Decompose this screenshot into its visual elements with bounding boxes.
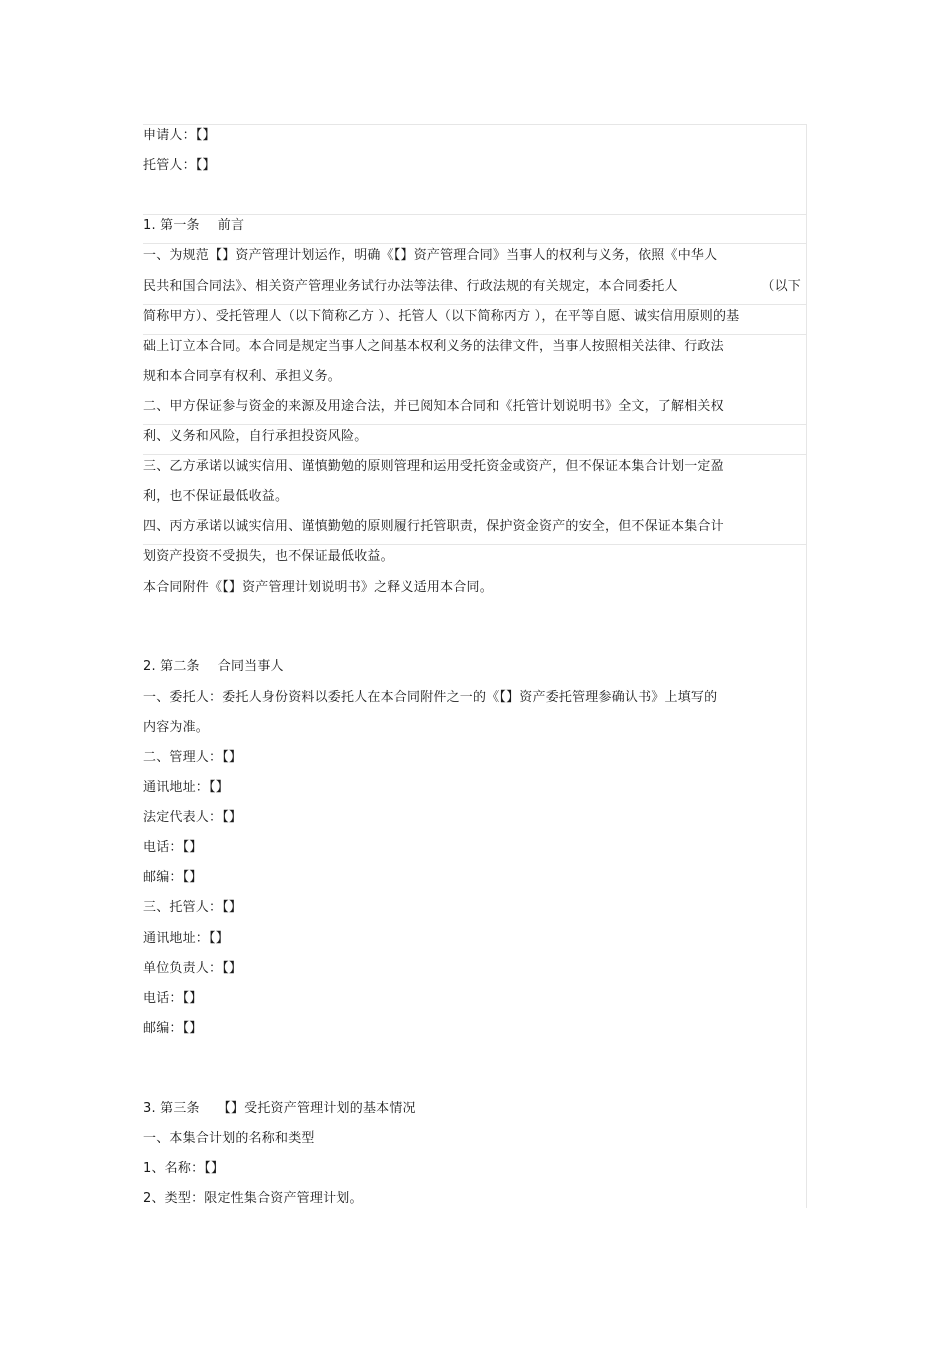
section3-line: 一、本集合计划的名称和类型 — [143, 1131, 315, 1146]
section2-line: 法定代表人：【】 — [143, 810, 243, 825]
section3-number: 3. 第三条 — [143, 1101, 200, 1116]
section1-line-with-suffix — [143, 276, 803, 298]
rule — [143, 544, 807, 545]
section1-line: 础上订立本合同。本合同是规定当事人之间基本权利义务的法律文件，当事人按照相关法律、行政法 — [143, 339, 724, 354]
section1-heading — [143, 215, 803, 237]
section3-title: 【】受托资产管理计划的基本情况 — [217, 1101, 416, 1116]
section2-line: 邮编：【】 — [143, 870, 203, 885]
section2-line: 一、委托人：委托人身份资料以委托人在本合同附件之一的《【】资产委托管理参确认书》上填写的 — [143, 690, 718, 705]
section1-title: 前言 — [217, 218, 245, 233]
section1-line: 四、丙方承诺以诚实信用、谨慎勤勉的原则履行托管职责，保护资金资产的安全，但不保证本集合计 — [143, 519, 724, 534]
section1-line: 规和本合同享有权利、承担义务。 — [143, 369, 342, 384]
section1-line: 利，也不保证最低收益。 — [143, 489, 289, 504]
rule — [143, 334, 807, 335]
section1-number: 1. 第一条 — [143, 218, 200, 233]
section2-number: 2. 第二条 — [143, 659, 200, 674]
section1-line: 民共和国合同法》、相关资产管理业务试行办法等法律、行政法规的有关规定，本合同委托人 — [143, 279, 678, 294]
section2-line: 通讯地址：【】 — [143, 780, 229, 795]
section2-line: 电话：【】 — [143, 840, 203, 855]
section2-line: 通讯地址：【】 — [143, 931, 229, 946]
rule — [143, 424, 807, 425]
rule — [806, 124, 807, 1208]
section3-heading — [143, 1098, 803, 1120]
applicant-line: 申请人：【】 — [143, 128, 216, 143]
section1-line: 简称甲方）、受托管理人（以下简称乙方 ）、托管人（以下简称丙方 ），在平等自愿、诚实信用原则的基 — [143, 309, 740, 324]
rule — [143, 454, 807, 455]
section1-line: 本合同附件《【】资产管理计划说明书》之释义适用本合同。 — [143, 580, 493, 595]
section2-line: 内容为准。 — [143, 720, 210, 735]
section2-line: 电话：【】 — [143, 991, 203, 1006]
section1-line: 二、甲方保证参与资金的来源及用途合法，并已阅知本合同和《托管计划说明书》全文，了解相关权 — [143, 399, 724, 414]
section1-line: 划资产投资不受损失，也不保证最低收益。 — [143, 549, 394, 564]
custodian-line: 托管人：【】 — [143, 158, 216, 173]
section2-line: 邮编：【】 — [143, 1021, 203, 1036]
section1-line: 利、义务和风险，自行承担投资风险。 — [143, 429, 368, 444]
rule — [143, 243, 807, 244]
section1-line-suffix: （以下 — [761, 279, 801, 294]
section2-heading — [143, 656, 803, 678]
section2-line: 二、管理人：【】 — [143, 750, 243, 765]
section1-line: 一、为规范【】资产管理计划运作，明确《【】资产管理合同》当事人的权利与义务，依照《中华人 — [143, 248, 718, 263]
section2-line: 单位负责人：【】 — [143, 961, 243, 976]
section1-line: 三、乙方承诺以诚实信用、谨慎勤勉的原则管理和运用受托资金或资产，但不保证本集合计划一定盈 — [143, 459, 724, 474]
rule — [143, 304, 807, 305]
section2-title: 合同当事人 — [217, 659, 284, 674]
section3-line: 2、类型：限定性集合资产管理计划。 — [143, 1191, 363, 1206]
section3-line: 1、名称：【】 — [143, 1161, 225, 1176]
section2-line: 三、托管人：【】 — [143, 900, 243, 915]
